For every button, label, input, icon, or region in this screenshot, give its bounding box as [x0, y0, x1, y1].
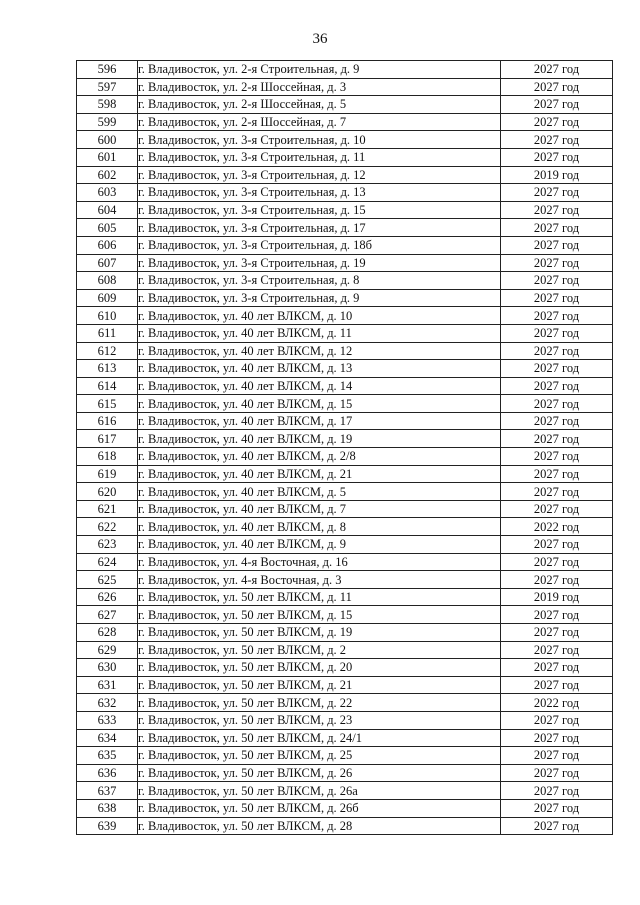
- row-address: г. Владивосток, ул. 50 лет ВЛКСМ, д. 15: [138, 606, 501, 624]
- row-number: 629: [77, 641, 138, 659]
- row-year: 2027 год: [501, 764, 613, 782]
- table-row: [77, 377, 613, 395]
- row-number: 620: [77, 483, 138, 501]
- row-number: 612: [77, 342, 138, 360]
- table-row: [77, 184, 613, 202]
- row-number: 639: [77, 817, 138, 835]
- row-number: 610: [77, 307, 138, 325]
- row-year: 2027 год: [501, 641, 613, 659]
- row-number: 596: [77, 61, 138, 79]
- table-row: [77, 148, 613, 166]
- row-address: г. Владивосток, ул. 3-я Строительная, д. 12: [138, 166, 501, 184]
- row-address: г. Владивосток, ул. 3-я Строительная, д. 15: [138, 201, 501, 219]
- row-number: 599: [77, 113, 138, 131]
- row-year: 2027 год: [501, 360, 613, 378]
- row-number: 622: [77, 518, 138, 536]
- row-year: 2027 год: [501, 254, 613, 272]
- table-row: [77, 78, 613, 96]
- row-year: 2027 год: [501, 272, 613, 290]
- row-year: 2027 год: [501, 113, 613, 131]
- table-row: [77, 518, 613, 536]
- row-address: г. Владивосток, ул. 2-я Шоссейная, д. 5: [138, 96, 501, 114]
- row-year: 2022 год: [501, 694, 613, 712]
- row-year: 2027 год: [501, 412, 613, 430]
- row-year: 2027 год: [501, 606, 613, 624]
- row-number: 628: [77, 624, 138, 642]
- row-year: 2027 год: [501, 289, 613, 307]
- row-address: г. Владивосток, ул. 50 лет ВЛКСМ, д. 25: [138, 747, 501, 765]
- row-year: 2027 год: [501, 342, 613, 360]
- row-address: г. Владивосток, ул. 40 лет ВЛКСМ, д. 21: [138, 465, 501, 483]
- row-year: 2027 год: [501, 377, 613, 395]
- table-row: [77, 799, 613, 817]
- table-row: [77, 113, 613, 131]
- row-address: г. Владивосток, ул. 40 лет ВЛКСМ, д. 9: [138, 536, 501, 554]
- row-number: 605: [77, 219, 138, 237]
- row-address: г. Владивосток, ул. 40 лет ВЛКСМ, д. 2/8: [138, 448, 501, 466]
- row-year: 2027 год: [501, 236, 613, 254]
- row-address: г. Владивосток, ул. 40 лет ВЛКСМ, д. 8: [138, 518, 501, 536]
- row-number: 636: [77, 764, 138, 782]
- row-address: г. Владивосток, ул. 50 лет ВЛКСМ, д. 2: [138, 641, 501, 659]
- row-number: 607: [77, 254, 138, 272]
- row-year: 2027 год: [501, 676, 613, 694]
- row-year: 2027 год: [501, 61, 613, 79]
- row-address: г. Владивосток, ул. 2-я Шоссейная, д. 7: [138, 113, 501, 131]
- row-year: 2027 год: [501, 78, 613, 96]
- row-address: г. Владивосток, ул. 50 лет ВЛКСМ, д. 20: [138, 659, 501, 677]
- table-row: [77, 659, 613, 677]
- table-row: [77, 536, 613, 554]
- row-number: 614: [77, 377, 138, 395]
- table-row: [77, 307, 613, 325]
- table-row: [77, 747, 613, 765]
- table-row: [77, 430, 613, 448]
- row-address: г. Владивосток, ул. 4-я Восточная, д. 3: [138, 571, 501, 589]
- table-row: [77, 395, 613, 413]
- row-address: г. Владивосток, ул. 2-я Шоссейная, д. 3: [138, 78, 501, 96]
- row-number: 632: [77, 694, 138, 712]
- row-year: 2027 год: [501, 184, 613, 202]
- row-year: 2027 год: [501, 395, 613, 413]
- table-row: [77, 166, 613, 184]
- row-year: 2027 год: [501, 659, 613, 677]
- table-row: [77, 817, 613, 835]
- row-address: г. Владивосток, ул. 40 лет ВЛКСМ, д. 10: [138, 307, 501, 325]
- row-address: г. Владивосток, ул. 50 лет ВЛКСМ, д. 26а: [138, 782, 501, 800]
- table-row: [77, 500, 613, 518]
- row-number: 606: [77, 236, 138, 254]
- table-body: [77, 61, 613, 835]
- table-row: [77, 711, 613, 729]
- row-number: 627: [77, 606, 138, 624]
- table-row: [77, 624, 613, 642]
- row-number: 616: [77, 412, 138, 430]
- row-year: 2019 год: [501, 588, 613, 606]
- row-address: г. Владивосток, ул. 40 лет ВЛКСМ, д. 13: [138, 360, 501, 378]
- row-address: г. Владивосток, ул. 4-я Восточная, д. 16: [138, 553, 501, 571]
- row-year: 2027 год: [501, 483, 613, 501]
- row-number: 598: [77, 96, 138, 114]
- row-year: 2027 год: [501, 536, 613, 554]
- row-number: 624: [77, 553, 138, 571]
- row-address: г. Владивосток, ул. 40 лет ВЛКСМ, д. 12: [138, 342, 501, 360]
- row-number: 597: [77, 78, 138, 96]
- table-row: [77, 588, 613, 606]
- row-address: г. Владивосток, ул. 50 лет ВЛКСМ, д. 23: [138, 711, 501, 729]
- row-address: г. Владивосток, ул. 40 лет ВЛКСМ, д. 17: [138, 412, 501, 430]
- table-row: [77, 465, 613, 483]
- row-number: 617: [77, 430, 138, 448]
- table-row: [77, 201, 613, 219]
- row-year: 2027 год: [501, 324, 613, 342]
- row-year: 2022 год: [501, 518, 613, 536]
- row-year: 2027 год: [501, 201, 613, 219]
- row-address: г. Владивосток, ул. 50 лет ВЛКСМ, д. 24/1: [138, 729, 501, 747]
- row-year: 2027 год: [501, 553, 613, 571]
- table-row: [77, 272, 613, 290]
- table-row: [77, 342, 613, 360]
- page-number: 36: [312, 31, 328, 47]
- row-year: 2027 год: [501, 219, 613, 237]
- row-number: 637: [77, 782, 138, 800]
- table-row: [77, 219, 613, 237]
- row-address: г. Владивосток, ул. 3-я Строительная, д. 11: [138, 148, 501, 166]
- address-table: [76, 60, 613, 835]
- row-number: 638: [77, 799, 138, 817]
- row-year: 2027 год: [501, 571, 613, 589]
- row-year: 2027 год: [501, 96, 613, 114]
- row-number: 601: [77, 148, 138, 166]
- row-year: 2027 год: [501, 747, 613, 765]
- row-number: 618: [77, 448, 138, 466]
- row-address: г. Владивосток, ул. 3-я Строительная, д. 13: [138, 184, 501, 202]
- table-row: [77, 676, 613, 694]
- row-number: 626: [77, 588, 138, 606]
- row-address: г. Владивосток, ул. 50 лет ВЛКСМ, д. 26: [138, 764, 501, 782]
- row-number: 615: [77, 395, 138, 413]
- row-address: г. Владивосток, ул. 40 лет ВЛКСМ, д. 11: [138, 324, 501, 342]
- row-number: 625: [77, 571, 138, 589]
- row-number: 635: [77, 747, 138, 765]
- table-row: [77, 254, 613, 272]
- row-address: г. Владивосток, ул. 50 лет ВЛКСМ, д. 11: [138, 588, 501, 606]
- table-row: [77, 289, 613, 307]
- row-year: 2027 год: [501, 711, 613, 729]
- row-year: 2027 год: [501, 500, 613, 518]
- table-row: [77, 236, 613, 254]
- table-row: [77, 694, 613, 712]
- row-address: г. Владивосток, ул. 3-я Строительная, д. 18б: [138, 236, 501, 254]
- table-row: [77, 448, 613, 466]
- row-address: г. Владивосток, ул. 50 лет ВЛКСМ, д. 22: [138, 694, 501, 712]
- row-address: г. Владивосток, ул. 40 лет ВЛКСМ, д. 15: [138, 395, 501, 413]
- row-number: 621: [77, 500, 138, 518]
- row-address: г. Владивосток, ул. 40 лет ВЛКСМ, д. 14: [138, 377, 501, 395]
- table-row: [77, 96, 613, 114]
- row-year: 2027 год: [501, 799, 613, 817]
- row-year: 2027 год: [501, 131, 613, 149]
- row-address: г. Владивосток, ул. 40 лет ВЛКСМ, д. 5: [138, 483, 501, 501]
- table-row: [77, 571, 613, 589]
- row-year: 2027 год: [501, 448, 613, 466]
- row-number: 603: [77, 184, 138, 202]
- row-address: г. Владивосток, ул. 50 лет ВЛКСМ, д. 21: [138, 676, 501, 694]
- row-year: 2027 год: [501, 148, 613, 166]
- row-address: г. Владивосток, ул. 3-я Строительная, д. 17: [138, 219, 501, 237]
- row-address: г. Владивосток, ул. 40 лет ВЛКСМ, д. 7: [138, 500, 501, 518]
- row-number: 604: [77, 201, 138, 219]
- row-number: 609: [77, 289, 138, 307]
- row-address: г. Владивосток, ул. 3-я Строительная, д. 10: [138, 131, 501, 149]
- row-year: 2019 год: [501, 166, 613, 184]
- table-row: [77, 483, 613, 501]
- row-year: 2027 год: [501, 307, 613, 325]
- row-address: г. Владивосток, ул. 50 лет ВЛКСМ, д. 28: [138, 817, 501, 835]
- table-row: [77, 360, 613, 378]
- table-row: [77, 61, 613, 79]
- table-row: [77, 641, 613, 659]
- table-row: [77, 131, 613, 149]
- table-row: [77, 553, 613, 571]
- row-year: 2027 год: [501, 465, 613, 483]
- table-row: [77, 729, 613, 747]
- row-number: 619: [77, 465, 138, 483]
- row-number: 623: [77, 536, 138, 554]
- row-address: г. Владивосток, ул. 3-я Строительная, д. 9: [138, 289, 501, 307]
- row-address: г. Владивосток, ул. 50 лет ВЛКСМ, д. 26б: [138, 799, 501, 817]
- row-year: 2027 год: [501, 624, 613, 642]
- row-number: 602: [77, 166, 138, 184]
- row-number: 633: [77, 711, 138, 729]
- row-address: г. Владивосток, ул. 2-я Строительная, д. 9: [138, 61, 501, 79]
- row-year: 2027 год: [501, 729, 613, 747]
- row-year: 2027 год: [501, 430, 613, 448]
- table-row: [77, 412, 613, 430]
- table-row: [77, 764, 613, 782]
- row-year: 2027 год: [501, 782, 613, 800]
- row-address: г. Владивосток, ул. 3-я Строительная, д. 8: [138, 272, 501, 290]
- table-row: [77, 606, 613, 624]
- row-address: г. Владивосток, ул. 3-я Строительная, д. 19: [138, 254, 501, 272]
- row-number: 608: [77, 272, 138, 290]
- row-number: 611: [77, 324, 138, 342]
- table-row: [77, 782, 613, 800]
- row-number: 634: [77, 729, 138, 747]
- row-address: г. Владивосток, ул. 50 лет ВЛКСМ, д. 19: [138, 624, 501, 642]
- row-number: 631: [77, 676, 138, 694]
- table-row: [77, 324, 613, 342]
- row-address: г. Владивосток, ул. 40 лет ВЛКСМ, д. 19: [138, 430, 501, 448]
- row-number: 600: [77, 131, 138, 149]
- row-year: 2027 год: [501, 817, 613, 835]
- row-number: 630: [77, 659, 138, 677]
- row-number: 613: [77, 360, 138, 378]
